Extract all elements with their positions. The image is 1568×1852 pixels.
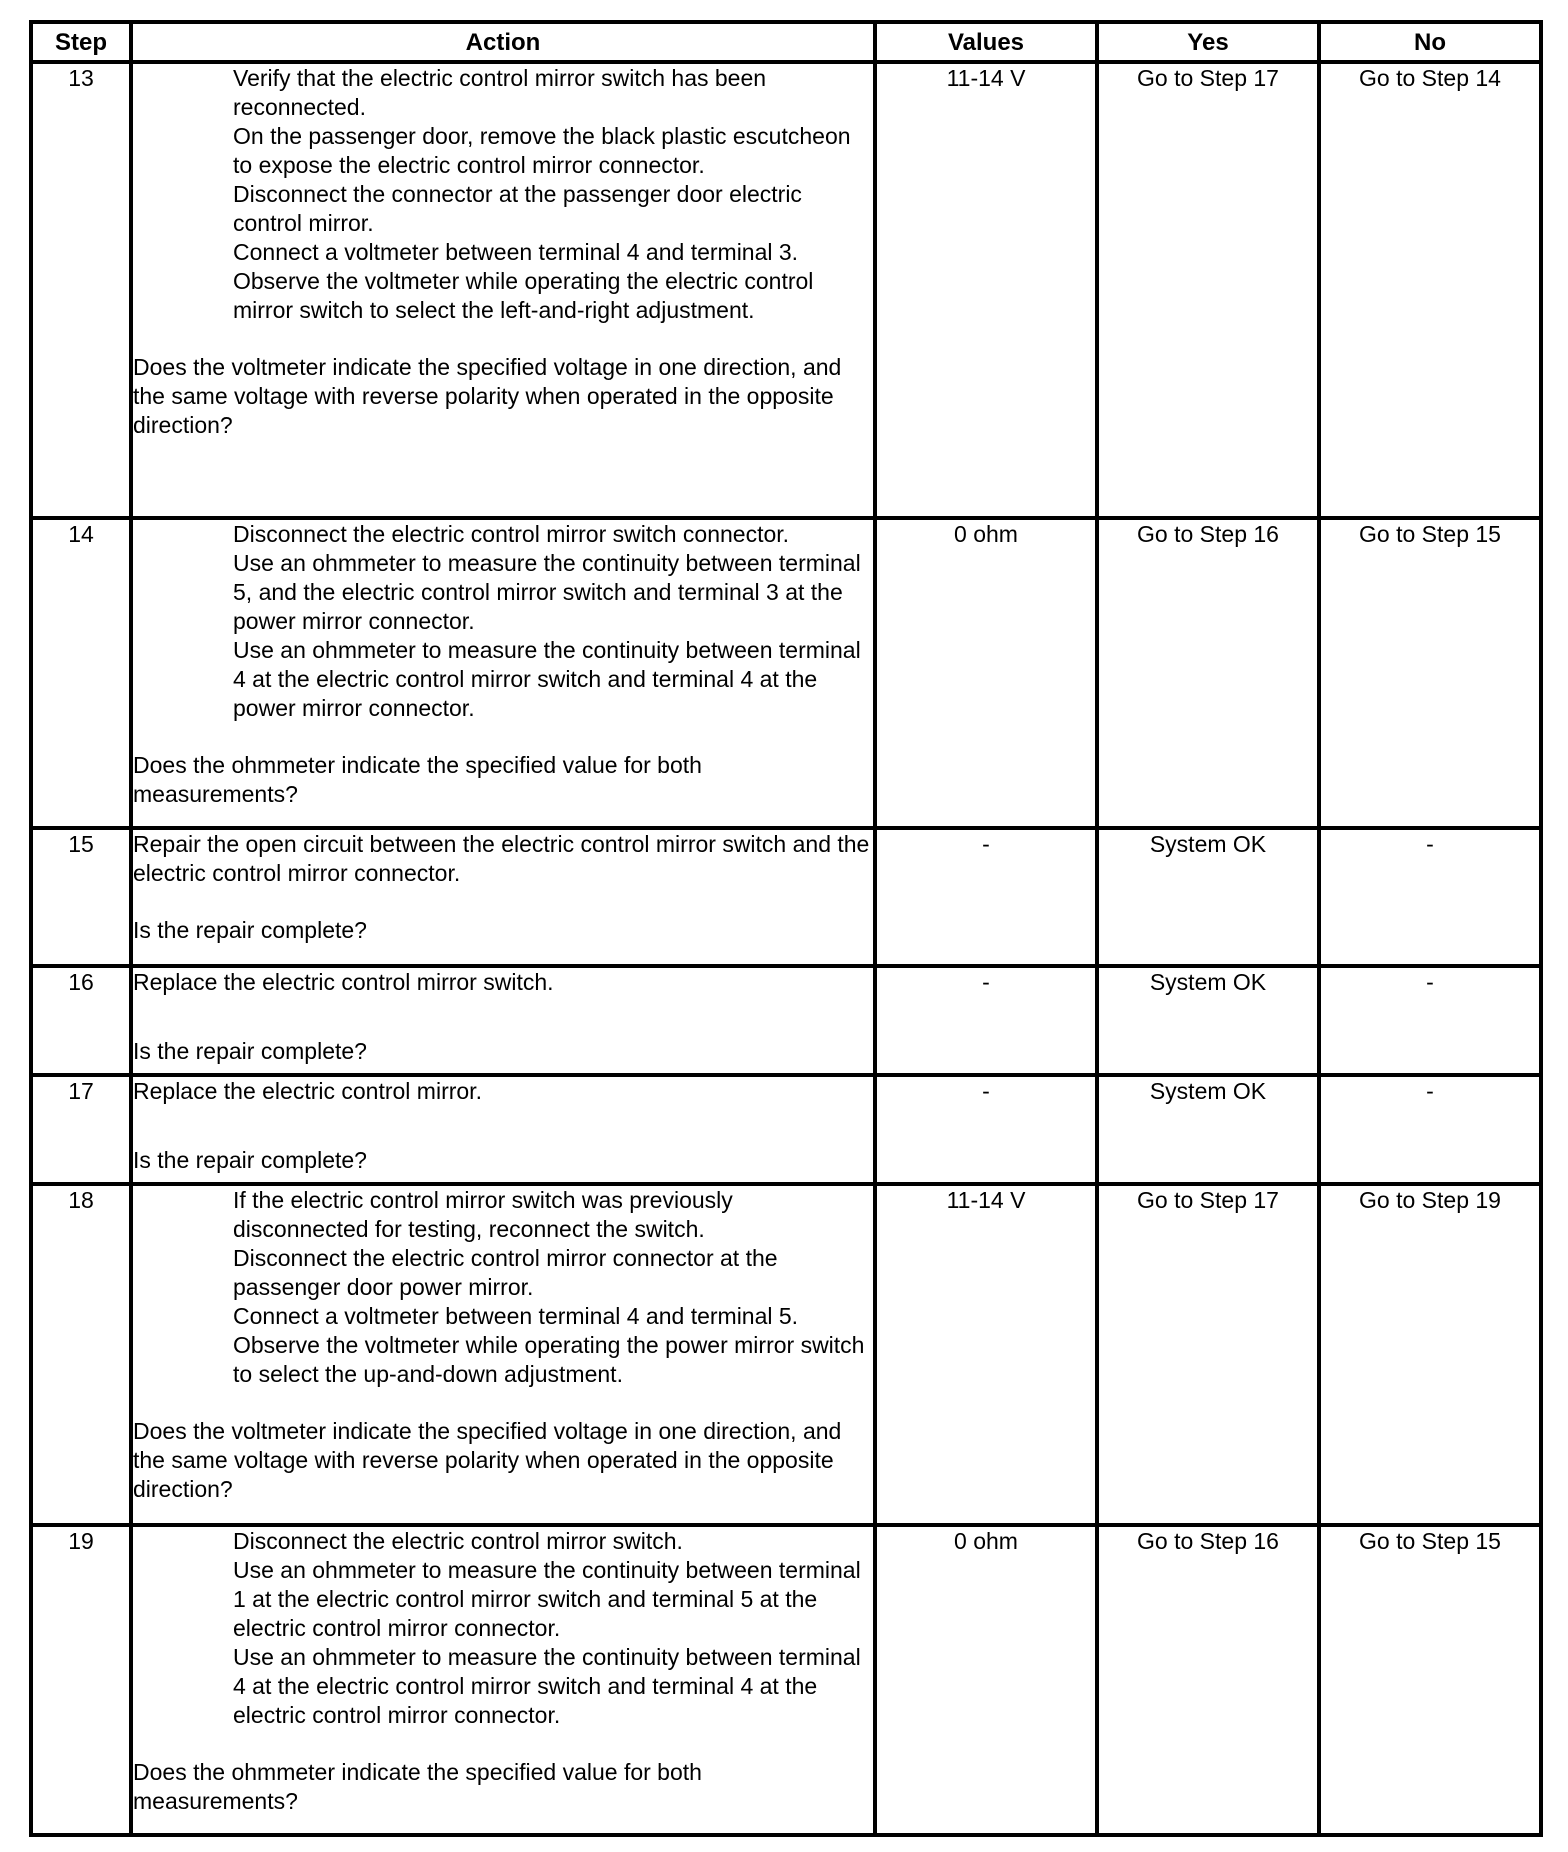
no-cell: Go to Step 15: [1319, 518, 1541, 828]
table-row: [31, 1525, 1541, 1835]
instruction: Use an ohmmeter to measure the continuity between terminal 4 at the electric control mirror switch and terminal 4 at the electric control mirror connector.: [233, 1644, 861, 1728]
question: Does the voltmeter indicate the specified voltage in one direction, and the same voltage with reverse polarity when operated in the opposite direction?: [133, 354, 842, 438]
instruction: Use an ohmmeter to measure the continuity between terminal 1 at the electric control mirror switch and terminal 5 at the electric control mirror connector.: [233, 1557, 861, 1641]
step-number: 15: [31, 828, 131, 966]
question: Is the repair complete?: [133, 917, 367, 943]
action-lead: Replace the electric control mirror.: [133, 1078, 482, 1104]
instruction-list: [133, 1527, 873, 1730]
action-cell: [131, 966, 875, 1075]
table-row: [31, 1184, 1541, 1525]
values-cell: -: [875, 828, 1097, 966]
values-cell: -: [875, 966, 1097, 1075]
step-number: 19: [31, 1525, 131, 1835]
header-action: Action: [131, 22, 875, 62]
no-cell: Go to Step 15: [1319, 1525, 1541, 1835]
question: Does the ohmmeter indicate the specified value for both measurements?: [133, 752, 702, 807]
yes-cell: System OK: [1097, 966, 1319, 1075]
question: Does the ohmmeter indicate the specified value for both measurements?: [133, 1759, 702, 1814]
instruction: Disconnect the electric control mirror switch.: [233, 1528, 683, 1554]
action-lead: Repair the open circuit between the electric control mirror switch and the electric control mirror connector.: [133, 831, 870, 886]
step-number: 14: [31, 518, 131, 828]
instruction-list: [133, 520, 873, 723]
instruction: Verify that the electric control mirror switch has been reconnected.: [233, 65, 767, 120]
header-values: Values: [875, 22, 1097, 62]
table-row: [31, 966, 1541, 1075]
table-row: [31, 1075, 1541, 1184]
step-number: 18: [31, 1184, 131, 1525]
instruction: Observe the voltmeter while operating the electric control mirror switch to select the left-and-right adjustment.: [233, 268, 814, 323]
header-yes: Yes: [1097, 22, 1319, 62]
instruction: Disconnect the electric control mirror connector at the passenger door power mirror.: [233, 1245, 778, 1300]
step-number: 17: [31, 1075, 131, 1184]
step-number: 13: [31, 62, 131, 518]
action-cell: [131, 62, 875, 518]
values-cell: 11-14 V: [875, 1184, 1097, 1525]
table-row: [31, 518, 1541, 828]
no-cell: -: [1319, 1075, 1541, 1184]
action-cell: [131, 828, 875, 966]
instruction: Disconnect the connector at the passenger door electric control mirror.: [233, 181, 802, 236]
table-row: [31, 62, 1541, 518]
header-step: Step: [31, 22, 131, 62]
question: Does the voltmeter indicate the specified voltage in one direction, and the same voltage with reverse polarity when operated in the opposite direction?: [133, 1418, 842, 1502]
no-cell: Go to Step 19: [1319, 1184, 1541, 1525]
question: Is the repair complete?: [133, 1038, 367, 1064]
yes-cell: Go to Step 16: [1097, 1525, 1319, 1835]
header-no: No: [1319, 22, 1541, 62]
instruction: Disconnect the electric control mirror switch connector.: [233, 521, 790, 547]
action-cell: [131, 518, 875, 828]
yes-cell: Go to Step 17: [1097, 1184, 1319, 1525]
header-row: [31, 22, 1541, 62]
action-cell: [131, 1184, 875, 1525]
instruction: Observe the voltmeter while operating the power mirror switch to select the up-and-down adjustment.: [233, 1332, 865, 1387]
instruction: Connect a voltmeter between terminal 4 and terminal 3.: [233, 239, 799, 265]
instruction-list: [133, 1186, 873, 1389]
yes-cell: System OK: [1097, 828, 1319, 966]
yes-cell: System OK: [1097, 1075, 1319, 1184]
yes-cell: Go to Step 17: [1097, 62, 1319, 518]
question: Is the repair complete?: [133, 1147, 367, 1173]
action-cell: [131, 1075, 875, 1184]
action-cell: [131, 1525, 875, 1835]
no-cell: -: [1319, 828, 1541, 966]
no-cell: Go to Step 14: [1319, 62, 1541, 518]
instruction: Connect a voltmeter between terminal 4 and terminal 5.: [233, 1303, 799, 1329]
instruction: On the passenger door, remove the black plastic escutcheon to expose the electric control mirror connector.: [233, 123, 851, 178]
instruction-list: [133, 64, 873, 325]
values-cell: -: [875, 1075, 1097, 1184]
values-cell: 0 ohm: [875, 1525, 1097, 1835]
table-row: [31, 828, 1541, 966]
yes-cell: Go to Step 16: [1097, 518, 1319, 828]
diagnostic-table: [29, 20, 1543, 1837]
instruction: Use an ohmmeter to measure the continuity between terminal 4 at the electric control mirror switch and terminal 4 at the power mirror connector.: [233, 637, 861, 721]
instruction: If the electric control mirror switch was previously disconnected for testing, reconnect the switch.: [233, 1187, 733, 1242]
values-cell: 11-14 V: [875, 62, 1097, 518]
action-lead: Replace the electric control mirror switch.: [133, 969, 554, 995]
instruction: Use an ohmmeter to measure the continuity between terminal 5, and the electric control mirror switch and terminal 3 at the power mirror connector.: [233, 550, 861, 634]
step-number: 16: [31, 966, 131, 1075]
no-cell: -: [1319, 966, 1541, 1075]
values-cell: 0 ohm: [875, 518, 1097, 828]
